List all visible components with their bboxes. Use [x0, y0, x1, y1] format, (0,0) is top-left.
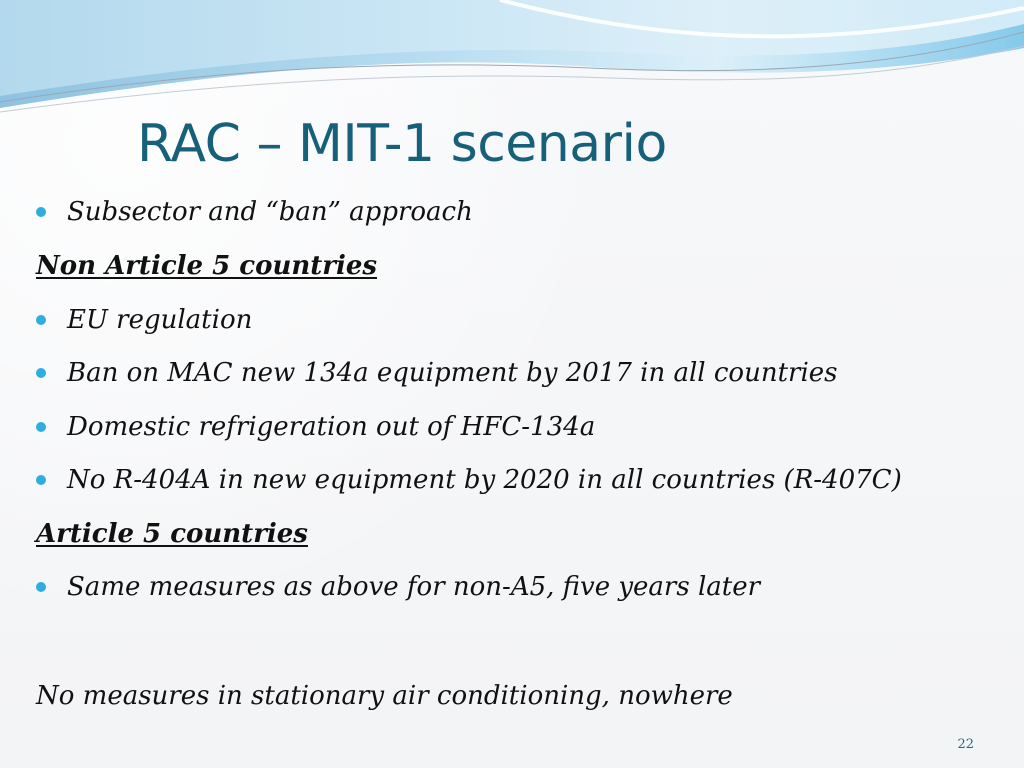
bullet-dot-icon [36, 315, 46, 325]
section-heading-article-5: Article 5 countries [36, 519, 308, 549]
bullet-text: EU regulation [67, 305, 253, 335]
bullet-text: Same measures as above for non-A5, five years later [67, 572, 761, 602]
slide-title: RAC – MIT-1 scenario [137, 114, 667, 174]
slide-number: 22 [957, 737, 974, 752]
section-heading-non-article-5: Non Article 5 countries [36, 251, 378, 281]
bullet-text: Subsector and “ban” approach [67, 197, 473, 227]
bullet-text: No R-404A in new equipment by 2020 in all countries (R-407C) [67, 465, 902, 495]
bullet-dot-icon [36, 475, 46, 485]
bullet-dot-icon [36, 368, 46, 378]
bullet-dot-icon [36, 207, 46, 217]
bullet-dot-icon [36, 422, 46, 432]
bullet-text: Domestic refrigeration out of HFC-134a [67, 412, 596, 442]
bullet-text: Ban on MAC new 134a equipment by 2017 in all countries [67, 358, 838, 388]
closing-note: No measures in stationary air conditioning, nowhere [36, 681, 733, 711]
bullet-dot-icon [36, 582, 46, 592]
